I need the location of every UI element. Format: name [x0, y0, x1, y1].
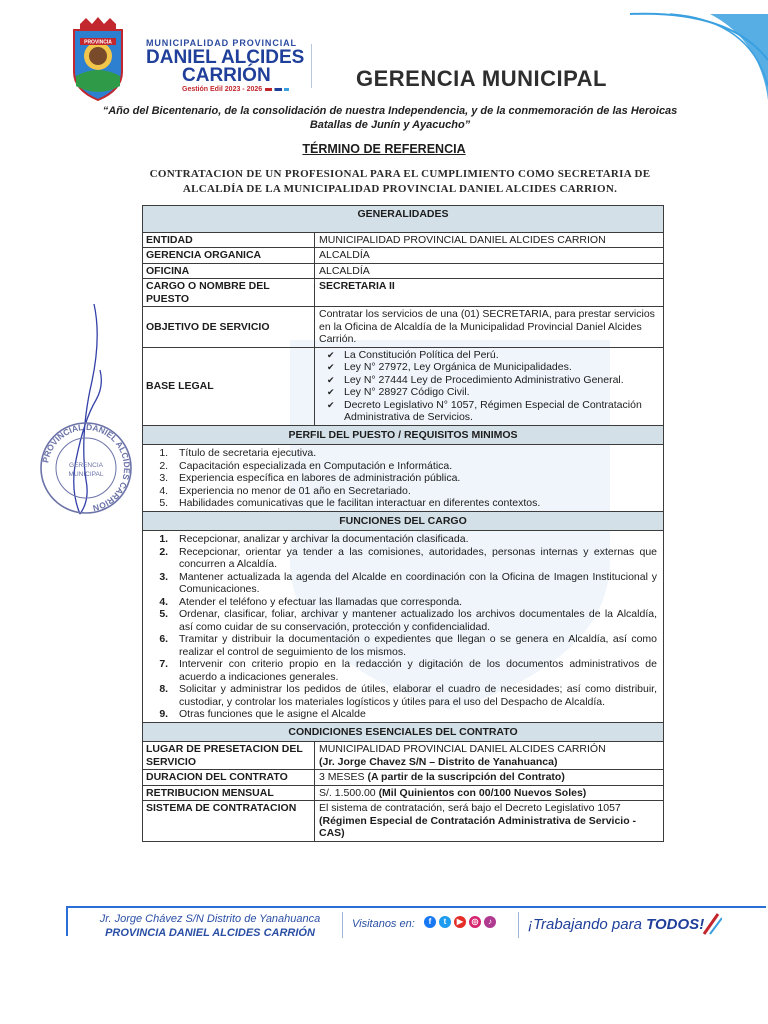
footer-rule-vertical: [66, 906, 68, 936]
row-value: ALCALDÍA: [319, 249, 370, 261]
seal-outer-text: PROVINCIAL DANIEL ALCIDES CARRIÓN: [40, 421, 133, 514]
twitter-icon[interactable]: t: [439, 916, 451, 928]
table-row: [143, 742, 663, 770]
muni-line2: DANIEL ALCIDES: [146, 47, 305, 68]
list-item: 9. Otras funciones que le asigne el Alcalde: [171, 708, 657, 721]
list-item: ✔ La Constitución Política del Perú.: [319, 349, 659, 362]
muni-line1: MUNICIPALIDAD PROVINCIAL: [146, 38, 297, 48]
row-label: CARGO O NOMBRE DEL PUESTO: [143, 279, 315, 306]
list-item: 8. Solicitar y administrar los pedidos de útiles, elaborar el cuadro de necesidades; así como distribuir, custodiar, y controlar los materiales logísticos y útiles para el uso del Despacho de Alcaldía.: [171, 683, 657, 708]
list-item: 3. Experiencia específica en labores de administración pública.: [171, 472, 657, 485]
row-label: ENTIDAD: [143, 233, 315, 248]
row-value: SECRETARIA II: [319, 280, 395, 292]
row-label: SISTEMA DE CONTRATACION: [143, 801, 315, 841]
instagram-icon[interactable]: ◎: [469, 916, 481, 928]
official-seal: [38, 420, 134, 516]
table-row: [143, 248, 663, 264]
table-row: [143, 233, 663, 249]
row-label: DURACION DEL CONTRATO: [143, 770, 315, 785]
row-value: Contratar los servicios de una (01) SECRETARIA, para prestar servicios en la Oficina de Alcaldía de la Municipalidad Provincial Daniel Alcides Carrión.: [319, 308, 655, 345]
row-label: RETRIBUCION MENSUAL: [143, 786, 315, 801]
list-item: 1. Recepcionar, analizar y archivar la documentación clasificada.: [171, 533, 657, 546]
footer-slogan: ¡Trabajando para TODOS!: [528, 916, 705, 933]
muni-line3: CARRIÓN: [182, 65, 271, 86]
row-value: MUNICIPALIDAD PROVINCIAL DANIEL ALCIDES CARRIÓN (Jr. Jorge Chavez S/N – Distrito de Yanahuanca): [319, 743, 606, 768]
header-divider: [311, 44, 312, 88]
row-label: GERENCIA ORGANICA: [143, 248, 315, 263]
gestion-text: Gestión Edil 2023 - 2026: [146, 86, 306, 93]
row-value: ALCALDÍA: [319, 264, 370, 277]
table-row: [143, 348, 663, 426]
crest-banner-text: PROVINCIA: [84, 39, 112, 46]
document-title: TÉRMINO DE REFERENCIA: [302, 142, 466, 156]
list-item: 6. Tramitar y distribuir la documentación o expedientes que llegan o se genera en Alcaldía, así como realizar el control de seguimiento de los mismos.: [171, 633, 657, 658]
list-item: ✔ Ley N° 28927 Código Civil.: [319, 386, 659, 399]
table-row: [143, 279, 663, 307]
year-motto: “Año del Bicentenario, de la consolidación de nuestra Independencia, y de la conmemoración de las Heroicas Batallas de Junín y Ayacucho”: [102, 105, 678, 131]
list-item: 1. Título de secretaria ejecutiva.: [171, 447, 657, 460]
row-value: S/. 1.500.00 (Mil Quinientos con 00/100 Nuevos Soles): [319, 786, 587, 799]
base-legal-list: [315, 348, 663, 425]
table-row: [143, 307, 663, 348]
list-item: 3. Mantener actualizada la agenda del Alcalde en coordinación con la Oficina de Imagen Institucional y Comunicaciones.: [171, 571, 657, 596]
municipal-crest-logo: [66, 16, 130, 102]
perfil-section: [143, 445, 663, 512]
facebook-icon[interactable]: f: [424, 916, 436, 928]
seal-inner-line2: MUNICIPAL: [68, 471, 104, 478]
seal-inner-line1: GERENCIA: [69, 462, 103, 469]
document-subject: CONTRATACION DE UN PROFESIONAL PARA EL CUMPLIMIENTO COMO SECRETARIA DE ALCALDÍA DE LA MUNICIPALIDAD PROVINCIAL DANIEL ALCIDES CARRION.: [149, 168, 651, 195]
list-item: 7. Intervenir con criterio propio en la redacción y digitación de los documentos administrativos de acuerdo a indicaciones generales.: [171, 658, 657, 683]
terms-table: [142, 205, 664, 842]
list-item: 2. Recepcionar, orientar ya tender a las comisiones, autoridades, personas internas y externas que concurren a Alcaldía.: [171, 546, 657, 571]
row-label: LUGAR DE PRESETACION DEL SERVICIO: [143, 742, 315, 769]
footer-divider: [518, 912, 519, 938]
section-generalidades-heading: GENERALIDADES: [143, 206, 663, 233]
social-icons: [424, 916, 496, 928]
header-wave-decoration: [560, 0, 768, 112]
gerencia-title: GERENCIA MUNICIPAL: [356, 66, 607, 91]
section-perfil-heading: PERFIL DEL PUESTO / REQUISITOS MINIMOS: [143, 426, 663, 446]
list-item: ✔ Decreto Legislativo N° 1057, Régimen Especial de Contratación Administrativa de Servicios.: [319, 399, 659, 424]
list-item: 4. Atender el teléfono y efectuar las llamadas que corresponda.: [171, 596, 657, 609]
list-item: ✔ Ley N° 27444 Ley de Procedimiento Administrativo General.: [319, 374, 659, 387]
row-value: El sistema de contratación, será bajo el Decreto Legislativo 1057 (Régimen Especial de Contratación Administrativa de Servicio - CAS): [319, 802, 637, 839]
slogan-slash-icon: [700, 912, 722, 936]
row-label: OBJETIVO DE SERVICIO: [143, 307, 315, 347]
tiktok-icon[interactable]: ♪: [484, 916, 496, 928]
row-value: MUNICIPALIDAD PROVINCIAL DANIEL ALCIDES CARRION: [319, 233, 606, 246]
list-item: 5. Ordenar, clasificar, foliar, archivar y mantener actualizado los archivos documentales de la Alcaldía, así como cuidar de su conservación, protección y confidencialidad.: [171, 608, 657, 633]
table-row: [143, 264, 663, 280]
footer-divider: [342, 912, 343, 938]
list-item: ✔ Ley N° 27972, Ley Orgánica de Municipalidades.: [319, 361, 659, 374]
list-item: 5. Habilidades comunicativas que le facilitan interactuar en diferentes contextos.: [171, 497, 657, 510]
row-value: 3 MESES (A partir de la suscripción del Contrato): [319, 771, 565, 783]
row-label: OFICINA: [143, 264, 315, 279]
list-item: 4. Experiencia no menor de 01 año en Secretariado.: [171, 485, 657, 498]
row-label: BASE LEGAL: [143, 348, 315, 425]
table-row: [143, 786, 663, 802]
footer-address: Jr. Jorge Chávez S/N Distrito de Yanahuanca PROVINCIA DANIEL ALCIDES CARRIÓN: [99, 913, 321, 939]
table-row: [143, 801, 663, 841]
table-row: [143, 770, 663, 786]
municipality-name-block: [146, 38, 306, 93]
list-item: 2. Capacitación especializada en Computación e Informática.: [171, 460, 657, 473]
footer-rule: [66, 906, 766, 908]
funciones-section: [143, 531, 663, 723]
section-condiciones-heading: CONDICIONES ESENCIALES DEL CONTRATO: [143, 723, 663, 743]
section-funciones-heading: FUNCIONES DEL CARGO: [143, 512, 663, 532]
youtube-icon[interactable]: ▶: [454, 916, 466, 928]
footer-visit-label: Visitanos en:: [352, 918, 415, 930]
